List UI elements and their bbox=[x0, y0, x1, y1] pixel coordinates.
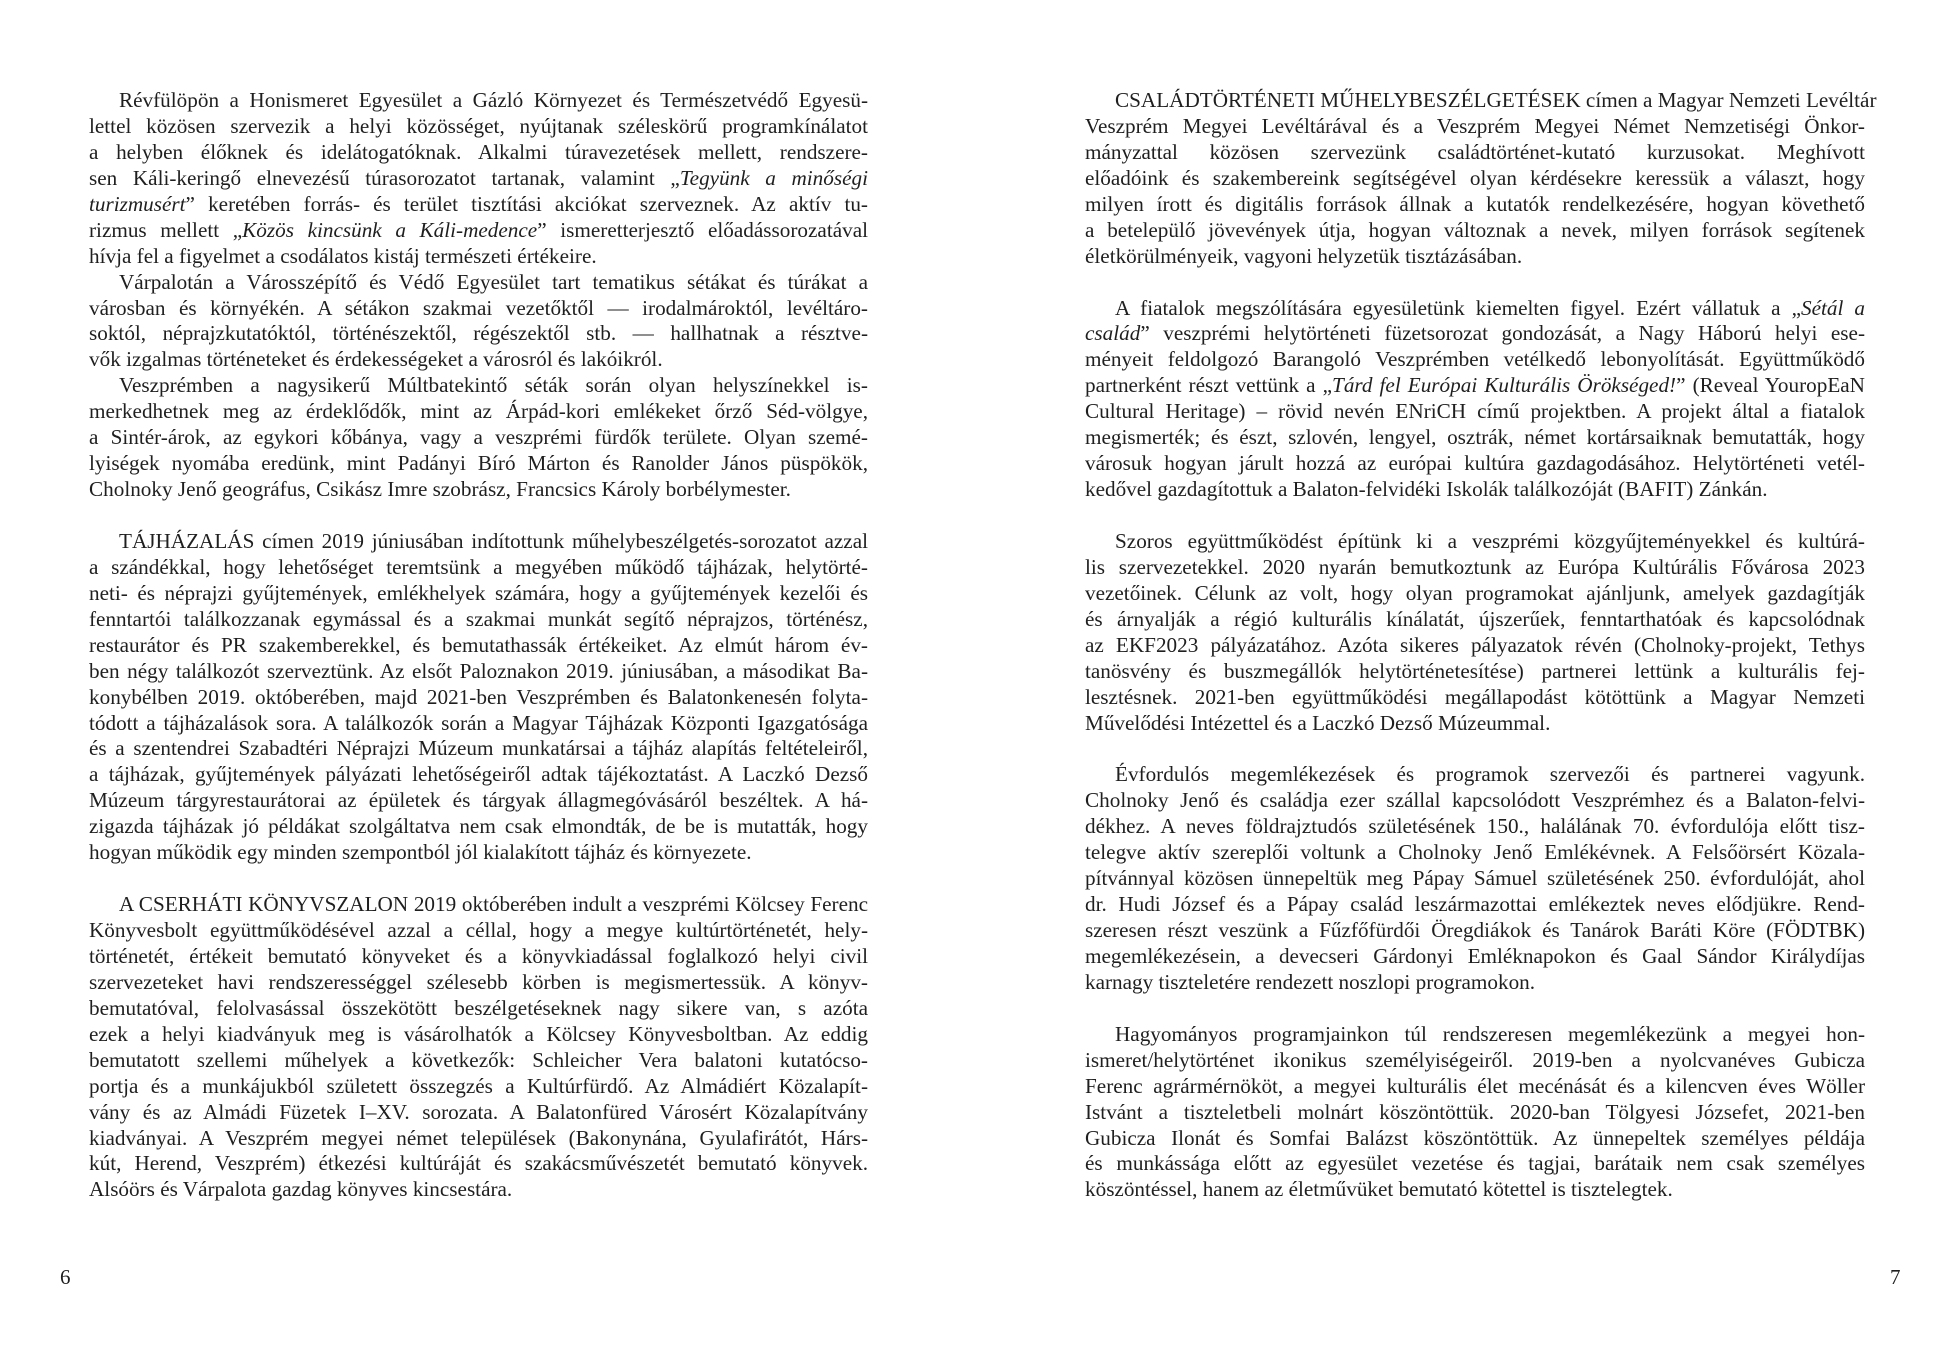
text-line: vők izgalmas történeteket és érdekességeket a városról és lakóikról. bbox=[89, 347, 663, 372]
text-line: A CSERHÁTI KÖNYVSZALON 2019 októberében indult a veszprémi Kölcsey Ferenc bbox=[119, 892, 868, 917]
text-line: pítvánnyal közösen ünnepeltük meg Pápay Sámuel születésének 250. évfordulóját, ahol bbox=[1085, 866, 1865, 891]
text-line: Várpalotán a Városszépítő és Védő Egyesület tart tematikus sétákat és túrákat a bbox=[119, 269, 868, 294]
text-line: és a szentendrei Szabadtéri Néprajzi Múzeum munkatársai a tájház alapítás feltételeiről, bbox=[89, 736, 868, 761]
text-line: városuk hogyan járult hozzá az európai kultúra gazdagodásához. Helytörténeti vetél- bbox=[1085, 451, 1865, 476]
paragraph bbox=[89, 529, 868, 866]
text-line: kiadványai. A Veszprém megyei német települések (Bakonynána, Gyulafirátót, Hárs- bbox=[89, 1125, 868, 1150]
text-line: kút, Herend, Veszprém) étkezési kultúráját és szakácsművészetét bemutató könyvek. bbox=[89, 1151, 868, 1176]
text-line: ismeret/helytörténet ikonikus személyiségeiről. 2019-ben a nyolcvanéves Gubicza bbox=[1085, 1047, 1865, 1072]
text-line: A fiatalok megszólítására egyesületünk kiemelten figyel. Ezért vállatuk a „Sétál a bbox=[1115, 295, 1865, 320]
text-line: kedővel gazdagítottuk a Balaton-felvidéki Iskolák találkozóját (BAFIT) Zánkán. bbox=[1085, 477, 1768, 502]
text-line: a tájházak, gyűjtemények pályázati lehetőségeiről adtak tájékoztatást. A Laczkó Dezső bbox=[89, 762, 868, 787]
italic-title: turizmusért bbox=[89, 191, 186, 216]
text-line: szervezeteket havi rendszerességgel szélesebb körben is megismertessük. A könyv- bbox=[89, 969, 868, 994]
page-number-right: 7 bbox=[1890, 1265, 1901, 1289]
text-line: az EKF2023 pályázatához. Azóta sikeres pályazatok révén (Cholnoky-projekt, Tethys bbox=[1085, 632, 1865, 657]
text-line: életkörülményeik, vagyoni helyzetük tisztázásában. bbox=[1085, 243, 1523, 268]
text-line: Veszprémben a nagysikerű Múltbatekintő séták során olyan helyszínekkel is- bbox=[119, 373, 868, 398]
text-line: városban és környékén. A sétákon szakmai vezetőktől — irodalmároktól, levéltáro- bbox=[89, 295, 868, 320]
text-line: és árnyalják a régió kulturális kínálatát, újszerűek, fenntarthatóak és kapcsolódnak bbox=[1085, 606, 1865, 631]
text-line: soktól, néprajzkutatóktól, történészektől, régészektől stb. — hallhatnak a résztve- bbox=[89, 321, 868, 346]
text-line: neti- és néprajzi gyűjtemények, emlékhelyek számára, hogy a gyűjtemények kezelői és bbox=[89, 580, 868, 605]
paragraph bbox=[1085, 529, 1865, 737]
text-line: Könyvesbolt együttműködésével azzal a céllal, hogy a megye kultúrtörténetét, hely- bbox=[89, 918, 868, 942]
text-line: partnerként részt vettünk a „Tárd fel Európai Kulturális Örökséged!” (Reveal YouropEaN bbox=[1085, 373, 1865, 398]
paragraph bbox=[1085, 88, 1877, 270]
text-line: bemutatott szellemi műhelyek a következők: Schleicher Vera balatoni kutatócso- bbox=[89, 1047, 868, 1072]
text-line: zigazda tájházak jó példákat szolgáltatva nem csak elmondták, de be is mutatták, hogy bbox=[89, 814, 868, 839]
text-line: hogyan működik egy minden szempontból jól kialakított tájház és környezete. bbox=[89, 840, 752, 865]
paragraph bbox=[1085, 296, 1865, 504]
text-line: turizmusért” keretében forrás- és terület tisztítási akciókat szerveznek. Az aktív tu- bbox=[89, 191, 868, 216]
text-line: Révfülöpön a Honismeret Egyesület a Gázló Környezet és Természetvédő Egyesü- bbox=[119, 88, 868, 112]
text-line: Cholnoky Jenő és családja ezer szállal kapcsolódott Veszprémhez és a Balaton-felvi- bbox=[1085, 788, 1865, 813]
text-line: Hagyományos programjainkon túl rendszeresen megemlékezünk a megyei hon- bbox=[1115, 1021, 1865, 1046]
text-line: portja és a munkájukból született összegzés a Kultúrfürdő. Az Almádiért Közalapít- bbox=[89, 1073, 868, 1098]
text-line: konybélben 2019. októberében, majd 2021-ben Veszprémben és Balatonkenesén folyta- bbox=[89, 684, 868, 709]
text-line: dr. Hudi József és a Pápay család leszármazottai emlékeztek neves elődjükre. Rend- bbox=[1085, 892, 1865, 917]
text-line: család” veszprémi helytörténeti füzetsorozat gondozását, a Nagy Háború helyi ese- bbox=[1085, 321, 1865, 346]
text-line: restaurátor és PR szakemberekkel, és bemutathassák értékeiket. Az elmút három év- bbox=[89, 632, 868, 657]
text-line: Szoros együttműködést építünk ki a veszprémi közgyűjteményekkel és kultúrá- bbox=[1115, 528, 1865, 553]
text-line: a betelepülő jövevények útja, hogyan változnak a nevek, milyen források segítenek bbox=[1085, 217, 1865, 242]
text-line: és munkássága előtt az egyesület vezetése és tagjai, barátaik nem csak személyes bbox=[1085, 1151, 1865, 1176]
left-page-text-column bbox=[89, 88, 868, 1203]
text-line: hívja fel a figyelmet a csodálatos kistáj természeti értékeire. bbox=[89, 243, 597, 268]
text-line: CSALÁDTÖRTÉNETI MŰHELYBESZÉLGETÉSEK címen a Magyar Nemzeti Levéltár bbox=[1115, 88, 1877, 112]
paragraph bbox=[89, 892, 868, 1203]
text-line: lyiségek nyomába eredünk, mint Padányi Bíró Márton és Ranolder János püspökök, bbox=[89, 451, 868, 476]
italic-title: család bbox=[1085, 321, 1141, 346]
text-line: ezek a helyi kiadványuk meg is vásárolhatók a Kölcsey Könyvesboltban. Az eddig bbox=[89, 1021, 868, 1046]
text-line: sen Káli-keringő elnevezésű túrasorozatot tartanak, valamint „Tegyünk a minőségi bbox=[89, 165, 868, 190]
text-line: Alsóörs és Várpalota gazdag könyves kincsestára. bbox=[89, 1177, 513, 1202]
text-line: karnagy tiszteletére rendezett noszlopi programokon. bbox=[1085, 969, 1536, 994]
text-line: a szándékkal, hogy lehetőséget teremtsünk a megyében működő tájházak, helytörté- bbox=[89, 554, 868, 579]
text-line: Gubicza Ilonát és Somfai Balázst köszöntöttük. Az ünnepeltek személyes példája bbox=[1085, 1125, 1865, 1150]
text-line: ményeit feldolgozó Barangoló Veszprémben vetélkedő lebonyolítását. Együttműködő bbox=[1085, 347, 1865, 372]
text-line: Cultural Heritage) – rövid nevén ENriCH című projektben. A projekt által a fiatalok bbox=[1085, 399, 1865, 424]
text-line: vány és az Almádi Füzetek I–XV. sorozata. A Balatonfüred Városért Közalapítvány bbox=[89, 1099, 868, 1124]
text-line: a Sintér-árok, az egykori kőbánya, vagy a veszprémi fürdők területe. Olyan szemé- bbox=[89, 425, 868, 450]
text-line: ben négy találkozót szerveztünk. Az elsőt Paloznakon 2019. júniusában, a másodikat Ba- bbox=[89, 658, 868, 683]
text-line: lesztésnek. 2021-ben együttműködési megállapodást kötöttünk a Magyar Nemzeti bbox=[1085, 684, 1865, 709]
text-line: Cholnoky Jenő geográfus, Csikász Imre szobrász, Francsics Károly borbélymester. bbox=[89, 477, 791, 502]
text-line: Múzeum tárgyrestaurátorai az épületek és tárgyak állagmegóvásáról beszéltek. A há- bbox=[89, 788, 868, 813]
text-line: dékhez. A neves földrajztudós születésének 150., halálának 70. évfordulója előtt tisz- bbox=[1085, 814, 1865, 839]
text-line: lettel közösen szervezik a helyi közösséget, nyújtanak széleskörű programkínálatot bbox=[89, 113, 868, 138]
text-line: merkedhetnek meg az érdeklődők, mint az Árpád-kori emlékeket őrző Séd-völgye, bbox=[89, 399, 868, 424]
paragraph bbox=[1085, 762, 1865, 995]
paragraph bbox=[89, 270, 868, 374]
text-line: mányzattal közösen szervezünk családtörténet-kutató kurzusokat. Meghívott bbox=[1085, 139, 1865, 164]
paragraph bbox=[89, 373, 868, 503]
text-line: telegve aktív szereplői voltunk a Cholnoky Jenő Emlékévnek. A Felsőörsért Közala- bbox=[1085, 840, 1865, 865]
text-line: lis szervezetekkel. 2020 nyarán bemutkoztunk az Európa Kultúrális Fővárosa 2023 bbox=[1085, 554, 1865, 579]
text-line: történetét, értékeit bemutató könyveket és a könyvkiadással foglalkozó helyi civil bbox=[89, 943, 868, 968]
text-line: szeresen részt veszünk a Fűzfőfürdői Öregdiákok és Tanárok Baráti Köre (FÖDTBK) bbox=[1085, 918, 1865, 942]
text-line: Művelődési Intézettel és a Laczkó Dezső Múzeummal. bbox=[1085, 710, 1551, 735]
italic-title: Tegyünk a minőségi bbox=[679, 165, 868, 190]
text-line: tódott a tájházalások sora. A találkozók során a Magyar Tájházak Központi Igazgatósága bbox=[89, 710, 868, 735]
text-line: TÁJHÁZALÁS címen 2019 júniusában indítottunk műhelybeszélgetés-sorozatot azzal bbox=[119, 528, 868, 553]
text-line: a helyben élőknek és idelátogatóknak. Alkalmi túravezetések mellett, rendszere- bbox=[89, 139, 868, 164]
text-line: megemlékezésein, a devecseri Gárdonyi Emléknapokon és Gaal Sándor Királydíjas bbox=[1085, 943, 1865, 968]
paragraph bbox=[1085, 1022, 1865, 1204]
text-line: Istvánt a tiszteletbeli molnárt köszöntöttük. 2020-ban Tölgyesi Józsefet, 2021-ben bbox=[1085, 1099, 1865, 1124]
paragraph bbox=[89, 88, 868, 270]
text-line: fenntartói találkozzanak egymással és a szakmai munkát segítő néprajzos, történész, bbox=[89, 606, 868, 631]
right-page-text-column bbox=[1085, 88, 1877, 1203]
text-line: rizmus mellett „Közös kincsünk a Káli-medence” ismeretterjesztő előadássorozatával bbox=[89, 217, 868, 242]
page-number-left: 6 bbox=[60, 1265, 71, 1289]
text-line: vezetőinek. Célunk az volt, hogy olyan programokat ajánljunk, amelyek gazdagítják bbox=[1085, 580, 1865, 605]
text-line: Veszprém Megyei Levéltárával és a Veszprém Megyei Német Nemzetiségi Önkor- bbox=[1085, 113, 1865, 138]
text-line: előadóink és szakembereink segítségével olyan kérdésekre keressük a választ, hogy bbox=[1085, 165, 1865, 190]
text-line: milyen írott és digitális források állnak a kutatók rendelkezésére, hogyan követhető bbox=[1085, 191, 1865, 216]
text-line: Évfordulós megemlékezések és programok szervezői és partnerei vagyunk. bbox=[1115, 762, 1865, 787]
italic-title: Tárd fel Európai Kulturális Örökséged! bbox=[1332, 373, 1677, 398]
text-line: bemutatóval, felolvasással összekötött beszélgetéseknek nagy sikere van, s azóta bbox=[89, 995, 868, 1020]
text-line: tanösvény és buszmegállók helytörténetesítése) partnerei lettünk a kulturális fej- bbox=[1085, 658, 1865, 683]
italic-title: Közös kincsünk a Káli-medence bbox=[242, 217, 538, 242]
text-line: köszöntéssel, hanem az életművüket bemutató kötettel is tisztelegtek. bbox=[1085, 1177, 1673, 1202]
text-line: Ferenc agrármérnököt, a megyei kulturális élet mecénását és a kilencven éves Wöller bbox=[1085, 1073, 1865, 1098]
italic-title: Sétál a bbox=[1800, 295, 1865, 320]
text-line: megismerték; és észt, szlovén, lengyel, osztrák, német kortársaiknak bemutatták, hogy bbox=[1085, 425, 1865, 450]
